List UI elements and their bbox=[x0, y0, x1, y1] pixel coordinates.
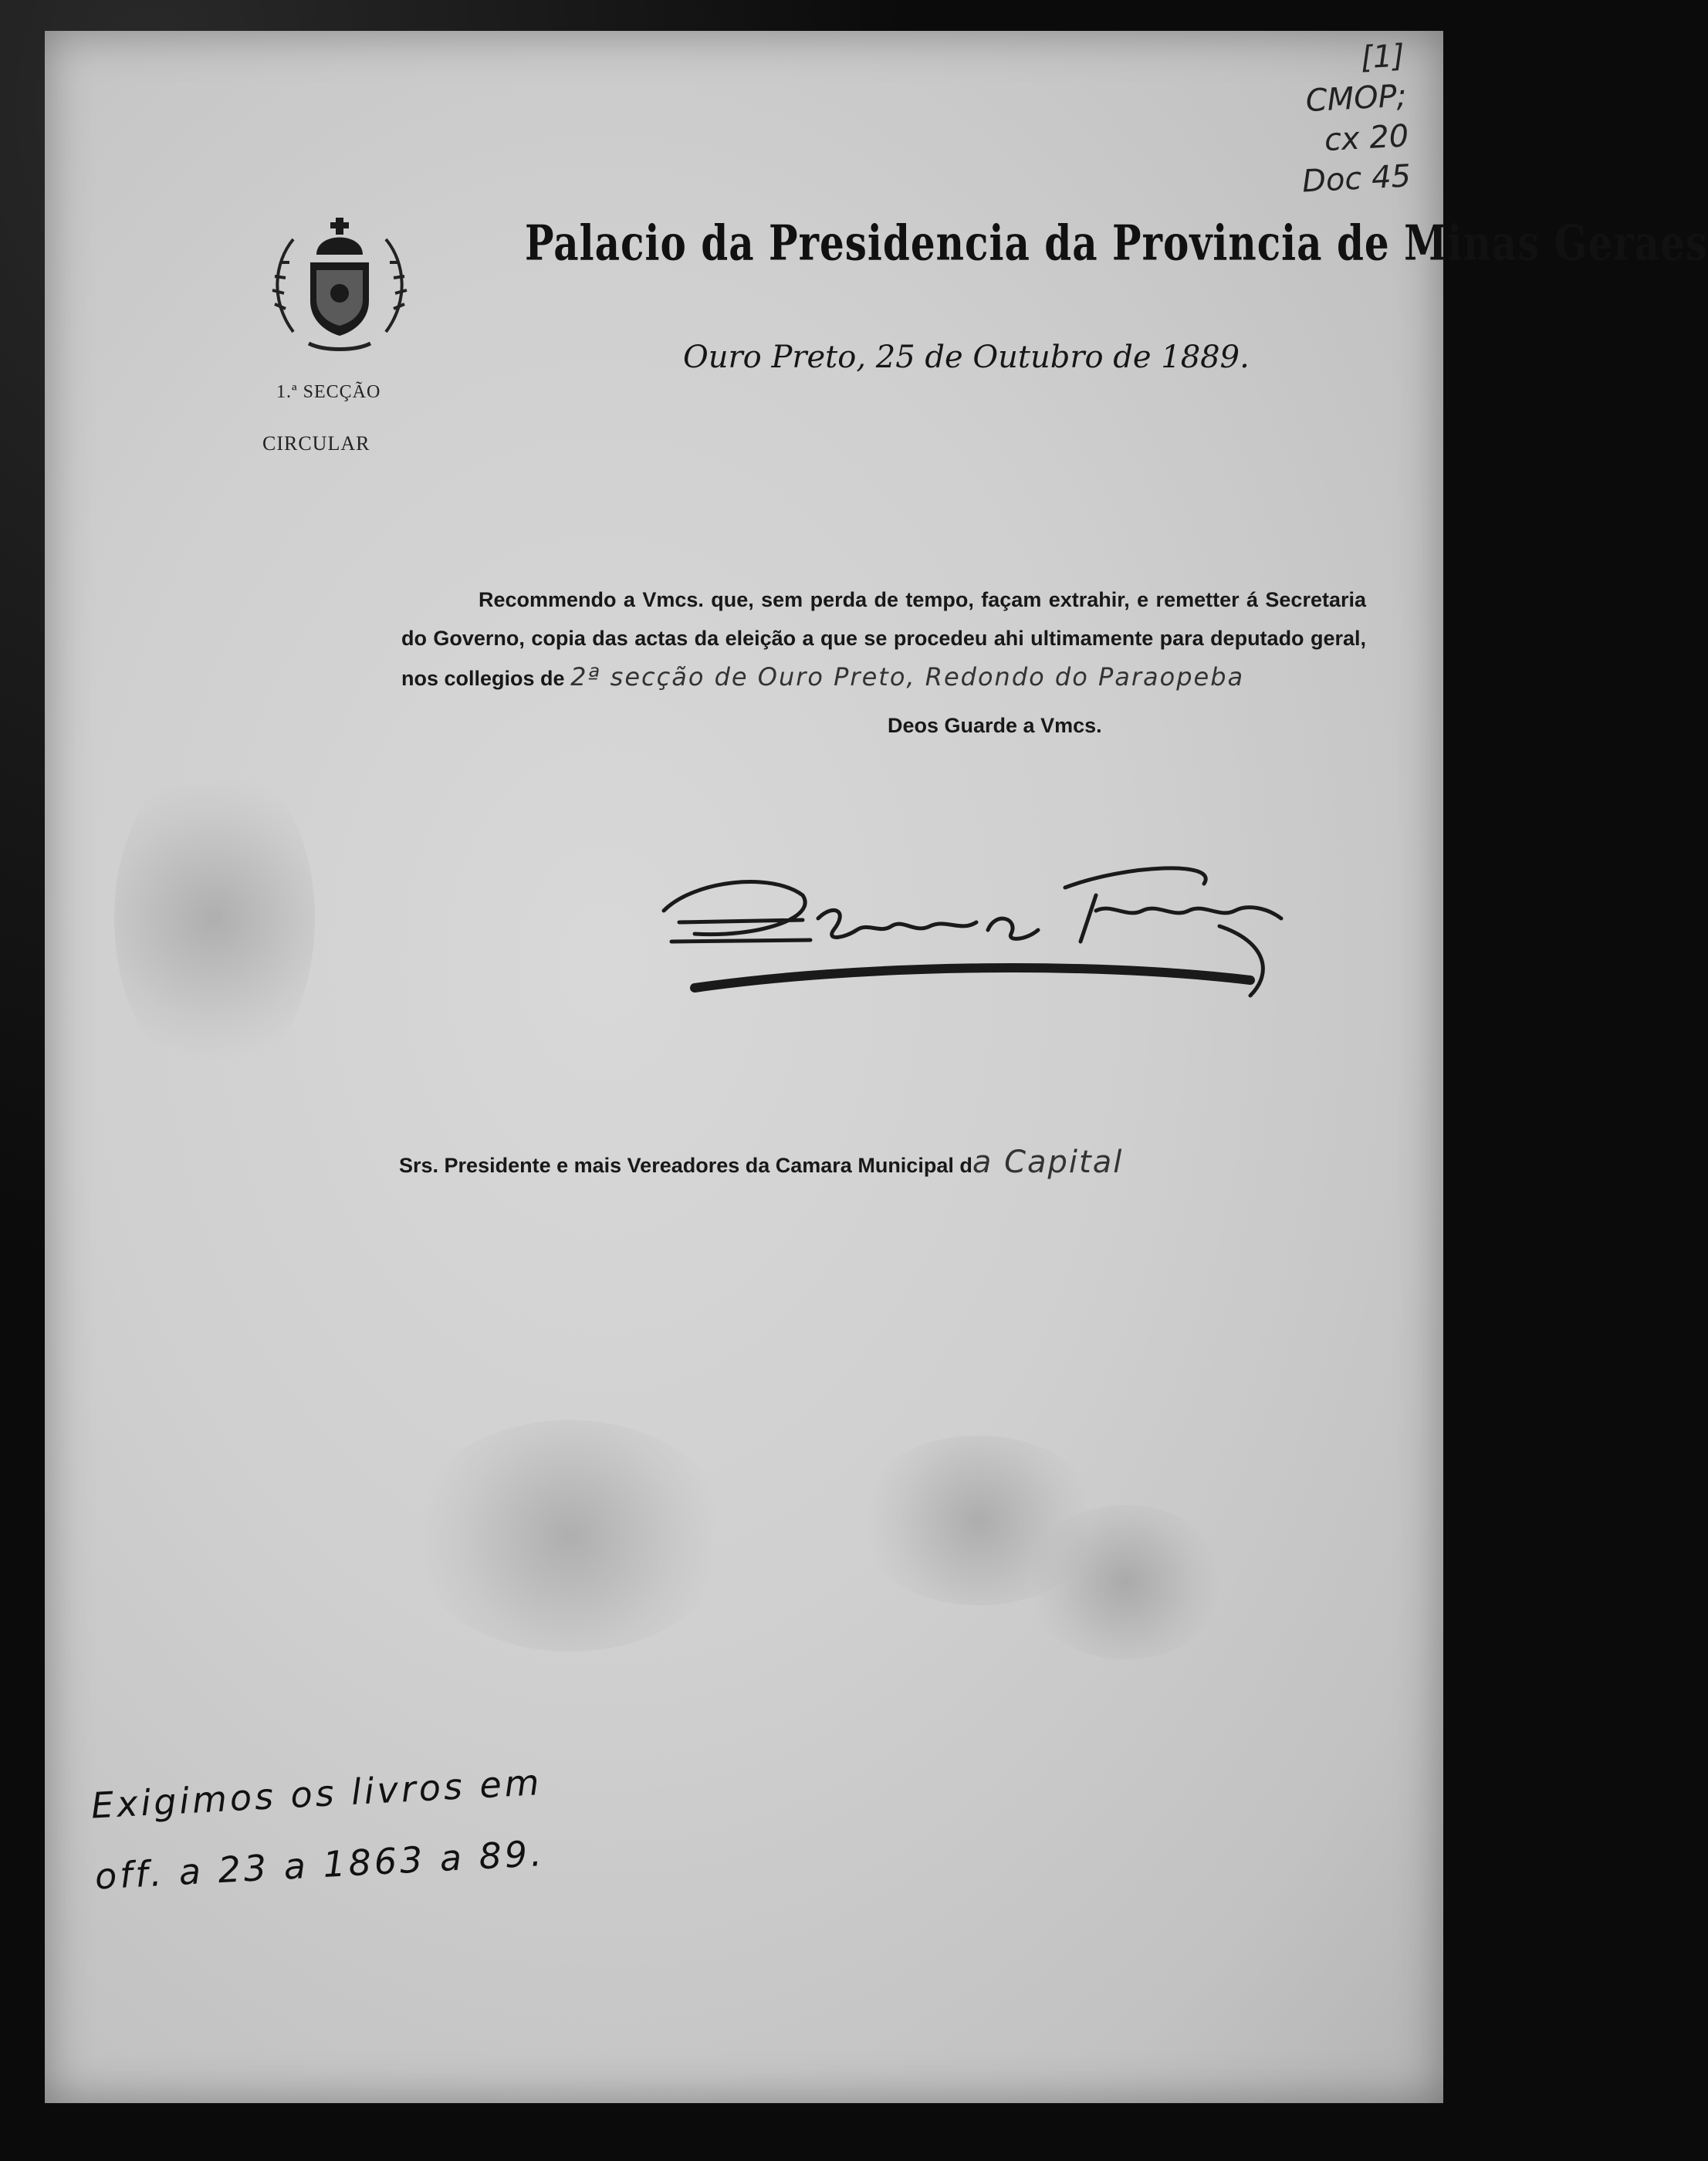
addressee-line bbox=[399, 1145, 1123, 1180]
section-label: 1.ª SECÇÃO bbox=[276, 382, 381, 402]
dateline: Ouro Preto, 25 de Outubro de 1889. bbox=[683, 340, 1250, 375]
archive-ref-line: Doc 45 bbox=[1301, 158, 1412, 200]
water-stain bbox=[114, 756, 315, 1080]
addressee-printed: Srs. Presidente e mais Vereadores da Camara Municipal d bbox=[399, 1154, 972, 1177]
handwritten-colleges: 2ª secção de Ouro Preto, Redondo do Paraopeba bbox=[570, 662, 1245, 692]
archive-reference bbox=[1295, 36, 1412, 201]
marginal-note-line: off. a 23 a 1863 a 89. bbox=[93, 1831, 546, 1898]
imperial-crest-icon bbox=[262, 208, 417, 355]
water-stain bbox=[1025, 1505, 1226, 1659]
handwritten-signature bbox=[664, 864, 1304, 1019]
archive-ref-line: cx 20 bbox=[1323, 118, 1410, 158]
archive-ref-line: [1] bbox=[1360, 38, 1406, 76]
water-stain bbox=[408, 1420, 732, 1652]
marginal-note-line: Exigimos os livros em bbox=[90, 1761, 543, 1827]
letterhead-title: Palacio da Presidencia da Provincia de Minas Geraes bbox=[525, 214, 1708, 272]
addressee-handwritten: a Capital bbox=[972, 1145, 1124, 1180]
body-printed-text: Recommendo a Vmcs. que, sem perda de tempo, façam extrahir, e remetter á Secretaria do Governo, copia das actas da eleição a que se procedeu ahi ultimamente para deputado geral, nos collegios de bbox=[401, 588, 1366, 690]
closing-salutation: Deos Guarde a Vmcs. bbox=[888, 714, 1102, 737]
circular-label: CIRCULAR bbox=[262, 432, 370, 455]
archive-ref-line: CMOP; bbox=[1304, 78, 1408, 120]
letter-body bbox=[401, 580, 1366, 698]
